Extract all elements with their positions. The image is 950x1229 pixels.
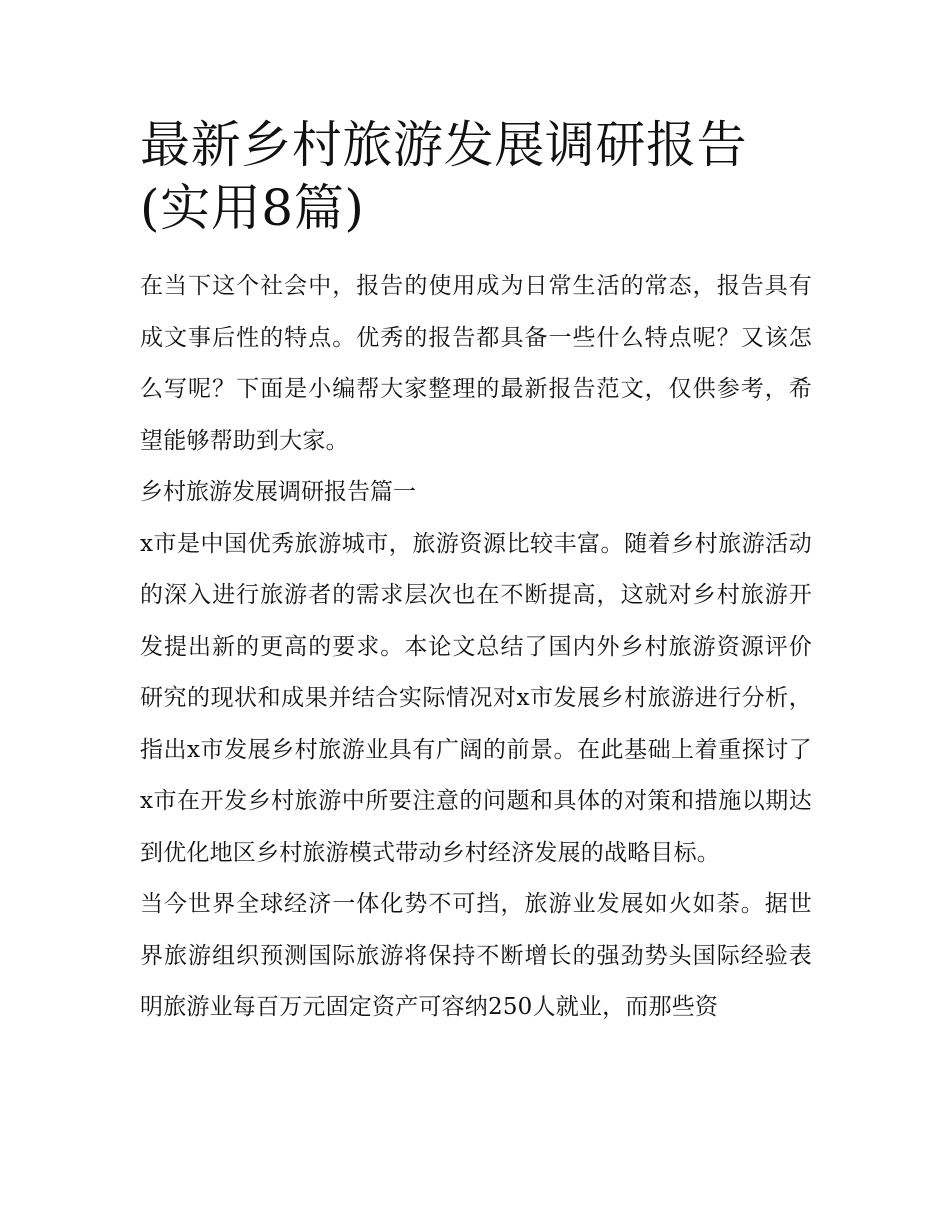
intro-paragraph: 在当下这个社会中，报告的使用成为日常生活的常态，报告具有成文事后性的特点。优秀的报告都具备一些什么特点呢？又该怎么写呢？下面是小编帮大家整理的最新报告范文，仅供参考，希望能够帮助到大家。 [140, 273, 812, 454]
body-paragraph-2: 当今世界全球经济一体化势不可挡，旅游业发展如火如荼。据世界旅游组织预测国际旅游将保持不断增长的强劲势头国际经验表明旅游业每百万元固定资产可容纳250人就业，而那些资 [140, 891, 812, 1020]
body-paragraph-1: x市是中国优秀旅游城市，旅游资源比较丰富。随着乡村旅游活动的深入进行旅游者的需求层次也在不断提高，这就对乡村旅游开发提出新的更高的要求。本论文总结了国内外乡村旅游资源评价研究的现状和成果并结合实际情况对x市发展乡村旅游进行分析，指出x市发展乡村旅游业具有广阔的前景。在此基础上着重探讨了x市在开发乡村旅游中所要注意的问题和具体的对策和措施以期达到优化地区乡村旅游模式带动乡村经济发展的战略目标。 [140, 530, 812, 866]
section-heading: 乡村旅游发展调研报告篇一 [140, 479, 416, 505]
document-page [140, 114, 812, 1034]
document-title: 最新乡村旅游发展调研报告(实用8篇) [140, 116, 748, 237]
